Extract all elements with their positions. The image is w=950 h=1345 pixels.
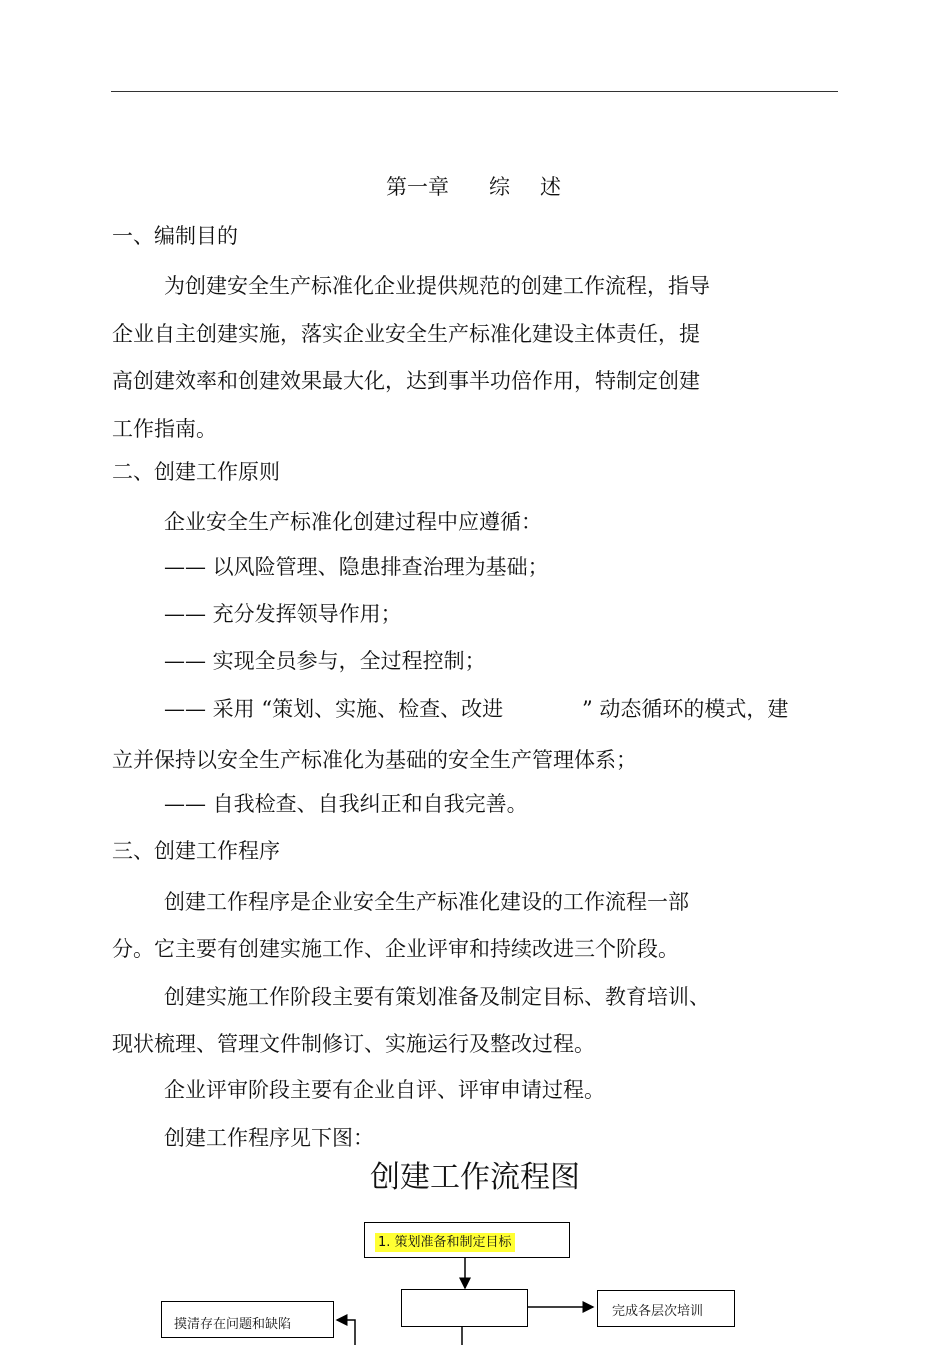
principle-item: —— 自我检查、自我纠正和自我完善。 — [164, 792, 528, 816]
section-1-heading: 一、编制目的 — [112, 224, 238, 248]
paragraph-line: 创建工作程序见下图： — [164, 1126, 374, 1150]
flow-step-planning — [364, 1222, 570, 1258]
principle-item: —— 实现全员参与，全过程控制； — [164, 649, 486, 673]
chapter-label: 第一章 — [386, 175, 449, 199]
flow-training-node — [597, 1290, 735, 1327]
flow-issues-node — [161, 1301, 334, 1338]
paragraph-line: 企业安全生产标准化创建过程中应遵循： — [164, 510, 542, 534]
arrow-left-1 — [337, 1320, 355, 1345]
paragraph-line: 分。它主要有创建实施工作、企业评审和持续改进三个阶段。 — [112, 937, 679, 961]
flow-issues-label: 摸清存在问题和缺陷 — [174, 1317, 292, 1332]
principle-item-cont: ” 动态循环的模式，建 — [582, 697, 789, 721]
paragraph-line: 高创建效率和创建效果最大化，达到事半功倍作用，特制定创建 — [112, 369, 700, 393]
section-2-heading: 二、创建工作原则 — [112, 460, 280, 484]
section-3-heading: 三、创建工作程序 — [112, 839, 280, 863]
paragraph-line: 企业自主创建实施，落实企业安全生产标准化建设主体责任，提 — [112, 322, 700, 346]
principle-item: —— 充分发挥领导作用； — [164, 602, 402, 626]
paragraph-line: 现状梳理、管理文件制修订、实施运行及整改过程。 — [112, 1032, 595, 1056]
flow-step-training-box — [401, 1289, 528, 1327]
chapter-title-char-2: 述 — [540, 175, 561, 199]
flow-step-planning-label: 1. 策划准备和制定目标 — [375, 1233, 515, 1252]
paragraph-line: 创建实施工作阶段主要有策划准备及制定目标、教育培训、 — [164, 985, 710, 1009]
paragraph-line: 工作指南。 — [112, 417, 217, 441]
paragraph-line: 创建工作程序是企业安全生产标准化建设的工作流程一部 — [164, 890, 689, 914]
paragraph-line: 为创建安全生产标准化企业提供规范的创建工作流程，指导 — [164, 274, 710, 298]
chapter-title-char-1: 综 — [489, 175, 510, 199]
paragraph-line: 企业评审阶段主要有企业自评、评审申请过程。 — [164, 1078, 605, 1102]
paragraph-line: 立并保持以安全生产标准化为基础的安全生产管理体系； — [112, 748, 637, 772]
principle-item: —— 以风险管理、隐患排查治理为基础； — [164, 555, 549, 579]
flow-training-label: 完成各层次培训 — [612, 1304, 704, 1319]
flowchart-title: 创建工作流程图 — [370, 1160, 580, 1195]
principle-item: —— 采用 “策划、实施、检查、改进 — [164, 697, 504, 721]
